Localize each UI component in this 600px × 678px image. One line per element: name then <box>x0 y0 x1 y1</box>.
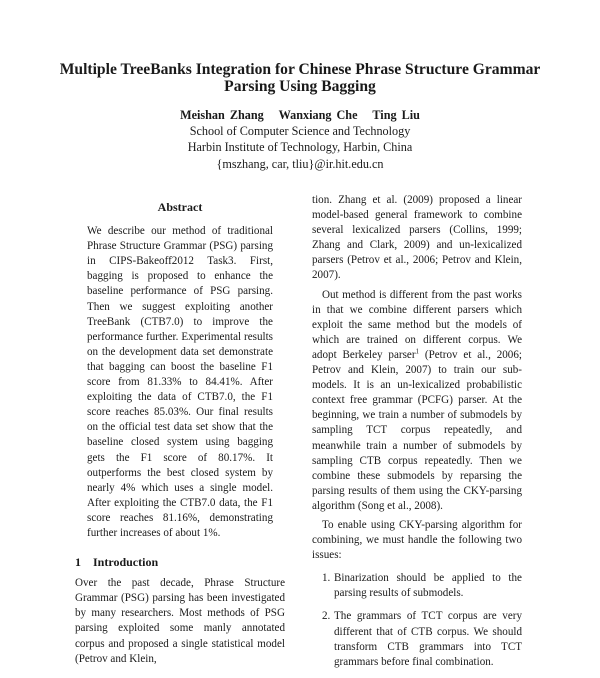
section-title: Introduction <box>93 555 159 570</box>
right-column <box>312 193 522 678</box>
list-item-text: The grammars of TCT corpus are very different that of CTB corpus. We should transform CTB grammars into TCT grammars before final combination. <box>334 610 522 668</box>
left-column <box>75 200 285 667</box>
section-heading-introduction <box>75 555 285 570</box>
right-paragraph-3: To enable using CKY-parsing algorithm for combining, we must handle the following two issues: <box>312 518 522 562</box>
right-paragraph-2-start: Out method is different from the past works in that we combine different parsers which exploit the same method but the models of which are trained on different corpus. We adopt Berkeley parser <box>312 288 522 361</box>
list-item-number: 2. <box>322 610 331 623</box>
section-number: 1 <box>75 555 81 570</box>
abstract-text: We describe our method of traditional Phrase Structure Grammar (PSG) parsing in CIPS-Bakeoff2012 Task3. First, bagging is proposed to enhance the baseline performance of PSG parsing. Then we suggest exploiting another TreeBank (CTB7.0) to improve the performance further. Experimental results on the development data set demonstrate that bagging can boost the baseline F1 score from 81.33% to 84.41%. After exploiting the data of CTB7.0, the F1 score reaches 85.03%. Our final results on the official test data set show that the baseline closed system using bagging gets the F1 score of 80.17%. It outperforms the best closed system by nearly 4% which uses a single model. After exploiting the CTB7.0 data, the F1 score reaches 81.16%, demonstrating further increases of about 1%. <box>87 225 273 539</box>
right-paragraph-2-end: (Petrov et al., 2006; Petrov and Klein, 2007) to train our sub-models. It is an un-lexicalized probabilistic context free grammar (PCFG) parser. At the beginning, we train a number of submodels by sampling TCT corpus repeatedly, and meanwhile train a number of submodels by sampling CTB corpus repeatedly. Then we combine these submodels by reparsing the parsing results of them using the CKY-parsing algorithm (Song et al., 2008). <box>312 348 522 512</box>
right-paragraph-1: tion. Zhang et al. (2009) proposed a linear model-based general framework to combine several lexicalized parsers (Collins, 1999; Zhang and Clark, 2009) and un-lexicalized parsers (Petrov et al., 2006; Petrov and Klein, 2007). <box>312 194 522 282</box>
right-paragraph-2 <box>312 288 522 514</box>
paper-title: Multiple TreeBanks Integration for Chinese Phrase Structure Grammar Parsing Using Bagging <box>59 61 541 95</box>
introduction-text: Over the past decade, Phrase Structure Grammar (PSG) parsing has been investigated by many researchers. Most methods of PSG parsing exploited some manly annotated corpus and proposed a single statistical model (Petrov and Klein, <box>75 577 285 665</box>
abstract-heading: Abstract <box>157 200 203 214</box>
author-emails: {mszhang, car, tliu}@ir.hit.edu.cn <box>216 156 384 171</box>
list-item <box>312 609 522 669</box>
issue-list <box>312 571 522 670</box>
author-names: Meishan Zhang Wanxiang Che Ting Liu <box>180 108 420 122</box>
list-item-number: 1. <box>322 572 331 585</box>
list-item <box>312 571 522 601</box>
affiliation-institute: Harbin Institute of Technology, Harbin, China <box>187 140 413 155</box>
affiliation-school: School of Computer Science and Technology <box>189 124 411 139</box>
author-block <box>100 107 500 172</box>
footnote-marker: 1 <box>415 347 420 356</box>
list-item-text: Binarization should be applied to the parsing results of submodels. <box>334 572 522 600</box>
